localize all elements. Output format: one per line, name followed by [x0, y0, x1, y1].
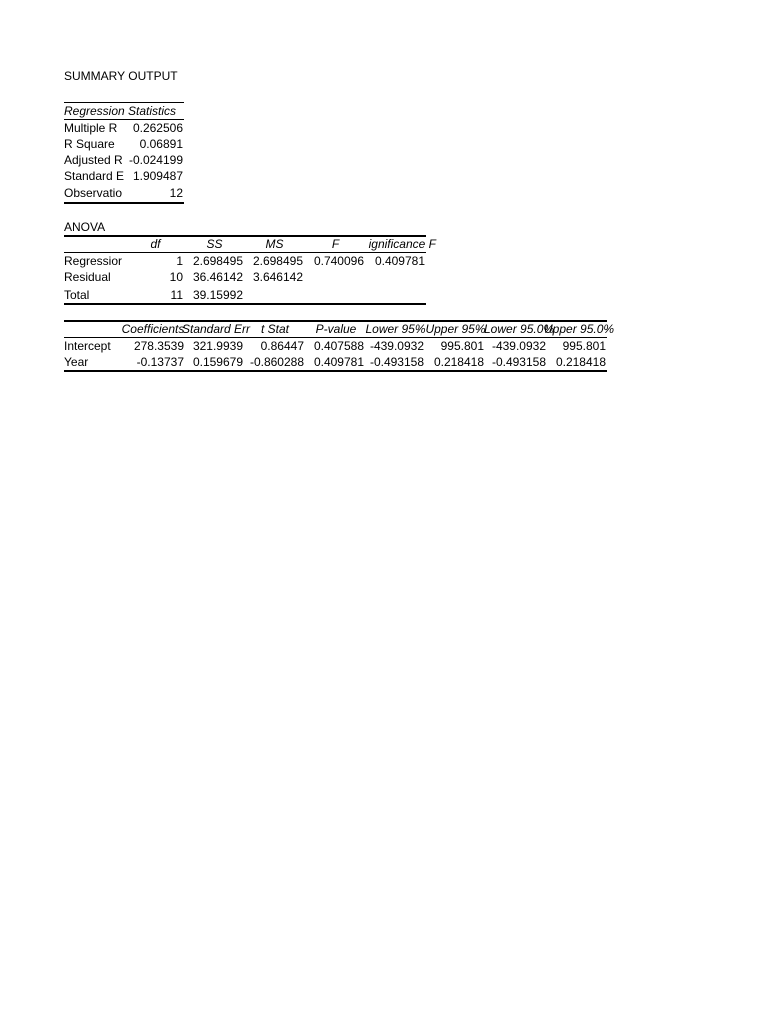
coef-cell: -0.493158: [369, 355, 424, 369]
coef-cell: 995.801: [562, 339, 606, 353]
regstats-value: 12: [169, 186, 183, 200]
anova-row-label: Total: [64, 288, 90, 302]
regstats-label: Multiple R: [64, 121, 118, 135]
regstats-value: 0.262506: [132, 121, 183, 135]
coef-cell: 278.3539: [133, 339, 184, 353]
coef-cell: -439.0932: [369, 339, 424, 353]
anova-col-header: MS: [265, 237, 284, 251]
coef-bottom-rule: [64, 370, 607, 372]
coef-col-header: Coefficients: [121, 322, 185, 336]
coef-cell: 0.159679: [192, 355, 243, 369]
coef-col-header: Lower 95%: [365, 322, 426, 336]
coef-cell: 0.218418: [555, 355, 606, 369]
anova-cell: 0.409781: [374, 254, 425, 268]
coef-cell: 0.86447: [260, 339, 304, 353]
coef-cell: 321.9939: [192, 339, 243, 353]
coef-col-header: Upper 95.0%: [544, 322, 615, 336]
regstats-value: 1.909487: [132, 169, 183, 183]
regstats-bottom-rule: [64, 202, 184, 204]
regstats-label: Adjusted R: [64, 153, 123, 167]
coef-row-label: Year: [64, 355, 89, 369]
anova-row-label: Residual: [64, 270, 111, 284]
anova-cell: 11: [170, 288, 183, 302]
anova-cell: 2.698495: [192, 254, 243, 268]
anova-cell: 36.46142: [192, 270, 243, 284]
anova-row-label: Regressior: [64, 254, 123, 268]
summary-output-title: SUMMARY OUTPUT: [64, 69, 178, 83]
regstats-value: 0.06891: [139, 137, 183, 151]
coef-col-header: Standard Err: [182, 322, 251, 336]
coef-cell: -0.13737: [136, 355, 184, 369]
coef-cell: 995.801: [440, 339, 484, 353]
anova-cell: 3.646142: [252, 270, 303, 284]
anova-col-header: df: [150, 237, 161, 251]
regstats-label: R Square: [64, 137, 115, 151]
anova-bottom-rule: [64, 303, 426, 305]
anova-col-header: ignificance F: [368, 237, 436, 251]
anova-cell: 0.740096: [313, 254, 364, 268]
anova-title: ANOVA: [64, 220, 106, 234]
anova-col-header: SS: [206, 237, 223, 251]
coef-cell: 0.218418: [433, 355, 484, 369]
regstats-header: Regression Statistics: [64, 104, 177, 118]
coef-col-header: P-value: [315, 322, 357, 336]
regstats-label: Standard E: [64, 169, 125, 183]
coef-cell: 0.407588: [313, 339, 364, 353]
anova-cell: 39.15992: [192, 288, 243, 302]
anova-col-header: F: [331, 237, 340, 251]
coef-cell: 0.409781: [313, 355, 364, 369]
anova-cell: 2.698495: [252, 254, 303, 268]
coef-cell: -0.493158: [491, 355, 546, 369]
regstats-label: Observatio: [64, 186, 123, 200]
coef-row-label: Intercept: [64, 339, 111, 353]
coef-cell: -439.0932: [491, 339, 546, 353]
coef-cell: -0.860288: [249, 355, 304, 369]
coef-col-header: Upper 95%: [425, 322, 486, 336]
regstats-value: -0.024199: [128, 153, 183, 167]
coef-col-header: Lower 95.0%: [484, 322, 555, 336]
coef-col-header: t Stat: [260, 322, 289, 336]
anova-cell: 1: [176, 254, 183, 268]
anova-cell: 10: [169, 270, 183, 284]
